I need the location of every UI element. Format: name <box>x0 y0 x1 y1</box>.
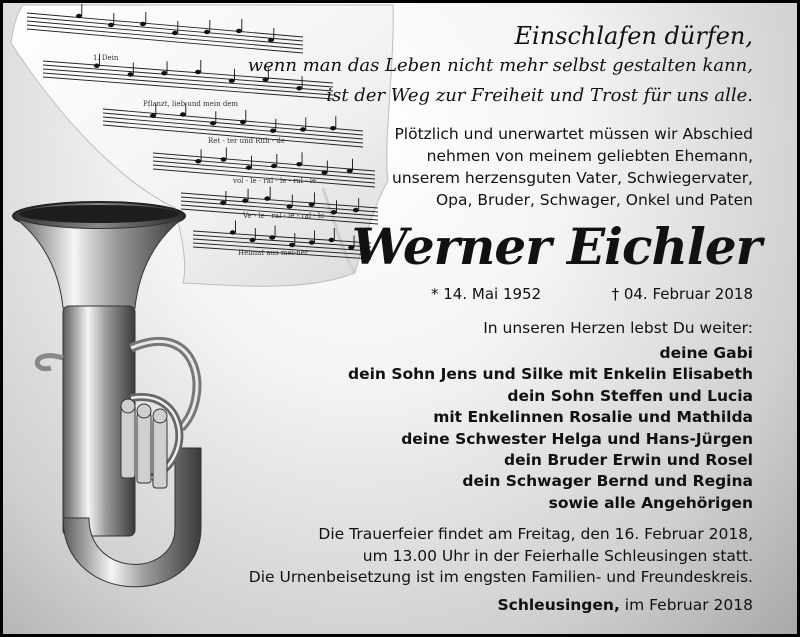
intro-line: Plötzlich und unerwartet müssen wir Abschied <box>394 125 753 143</box>
note-head <box>270 129 276 133</box>
birth-date: * 14. Mai 1952 <box>431 285 542 303</box>
sheet-lyric: Ve - le - ral - le - ral - le <box>243 212 325 220</box>
note-head <box>220 201 226 205</box>
sheet-lyric: Pflanzt, lieb und mein dem <box>143 100 239 108</box>
poem <box>248 21 753 111</box>
intro-text <box>392 123 753 211</box>
intro-line: Opa, Bruder, Schwager, Onkel und Paten <box>435 191 753 209</box>
intro-line: unserem herzensguten Vater, Schwiegervater, <box>392 169 753 187</box>
note-head <box>322 170 328 174</box>
note-head <box>264 196 270 200</box>
note-head <box>221 157 227 161</box>
family-list <box>348 343 753 514</box>
intro-line: nehmen von meinem geliebten Ehemann, <box>426 147 753 165</box>
note-head <box>300 127 306 131</box>
note-head <box>140 22 146 26</box>
sheet-lyric: Ret - ter und Ruh - de <box>208 137 286 145</box>
family-member: deine Schwester Helga und Hans-Jürgen <box>401 429 753 448</box>
note-head <box>210 121 216 125</box>
family-member: deine Gabi <box>659 344 753 362</box>
note-head <box>180 112 186 116</box>
family-member: dein Bruder Erwin und Rosel <box>504 451 753 470</box>
heart-line: In unseren Herzen lebst Du weiter: <box>483 319 753 337</box>
note-head <box>150 114 156 118</box>
note-head <box>236 29 242 33</box>
place-city: Schleusingen, <box>497 596 620 614</box>
family-member: dein Sohn Jens und Silke mit Enkelin Elisabeth <box>347 365 753 384</box>
poem-line: ist der Weg zur Freiheit und Trost für uns alle. <box>326 85 753 106</box>
poem-line: wenn man das Leben nicht mehr selbst gestalten kann, <box>247 55 753 76</box>
note-head <box>229 79 235 83</box>
note-head <box>230 230 236 234</box>
poem-line: Einschlafen dürfen, <box>514 22 753 50</box>
funeral-line: um 13.00 Uhr in der Feierhalle Schleusingen statt. <box>362 546 753 565</box>
note-head <box>172 31 178 35</box>
note-head <box>250 238 256 242</box>
note-head <box>195 70 201 74</box>
funeral-info <box>249 524 753 589</box>
note-head <box>246 166 252 170</box>
note-head <box>329 238 335 242</box>
note-head <box>269 235 275 239</box>
note-head <box>347 169 353 173</box>
note-head <box>94 64 100 68</box>
note-head <box>309 240 315 244</box>
note-head <box>289 243 295 247</box>
place-date <box>497 596 753 614</box>
note-head <box>195 159 201 163</box>
note-head <box>128 72 134 76</box>
sheet-lyric: vol - le - ral - le - ral - le <box>233 177 317 185</box>
note-head <box>204 30 210 34</box>
sheet-lyric: 1. Dein <box>93 54 119 62</box>
family-member: mit Enkelinnen Rosalie und Mathilda <box>433 408 753 427</box>
note-head <box>353 208 359 212</box>
sheet-lyric: Heimat aus mei-ner <box>238 249 309 257</box>
note-head <box>330 126 336 130</box>
note-head <box>161 71 167 75</box>
note-head <box>76 14 82 18</box>
note-head <box>108 23 114 27</box>
family-member: dein Sohn Steffen und Lucia <box>507 386 753 405</box>
note-head <box>271 164 277 168</box>
note-head <box>309 202 315 206</box>
funeral-line: Die Trauerfeier findet am Freitag, den 16. Februar 2018, <box>318 525 753 543</box>
place-month: im Februar 2018 <box>619 596 753 614</box>
note-head <box>240 120 246 124</box>
note-head <box>242 199 248 203</box>
death-date: † 04. Februar 2018 <box>611 285 753 303</box>
note-head <box>287 204 293 208</box>
deceased-name: Werner Eichler <box>351 217 761 276</box>
funeral-line: Die Urnenbeisetzung ist im engsten Familien- und Freundeskreis. <box>248 568 753 586</box>
family-member: dein Schwager Bernd und Regina <box>462 472 753 491</box>
note-head <box>296 162 302 166</box>
tuba-image <box>11 198 211 628</box>
note-head <box>331 210 337 214</box>
family-member: sowie alle Angehörigen <box>548 493 753 512</box>
